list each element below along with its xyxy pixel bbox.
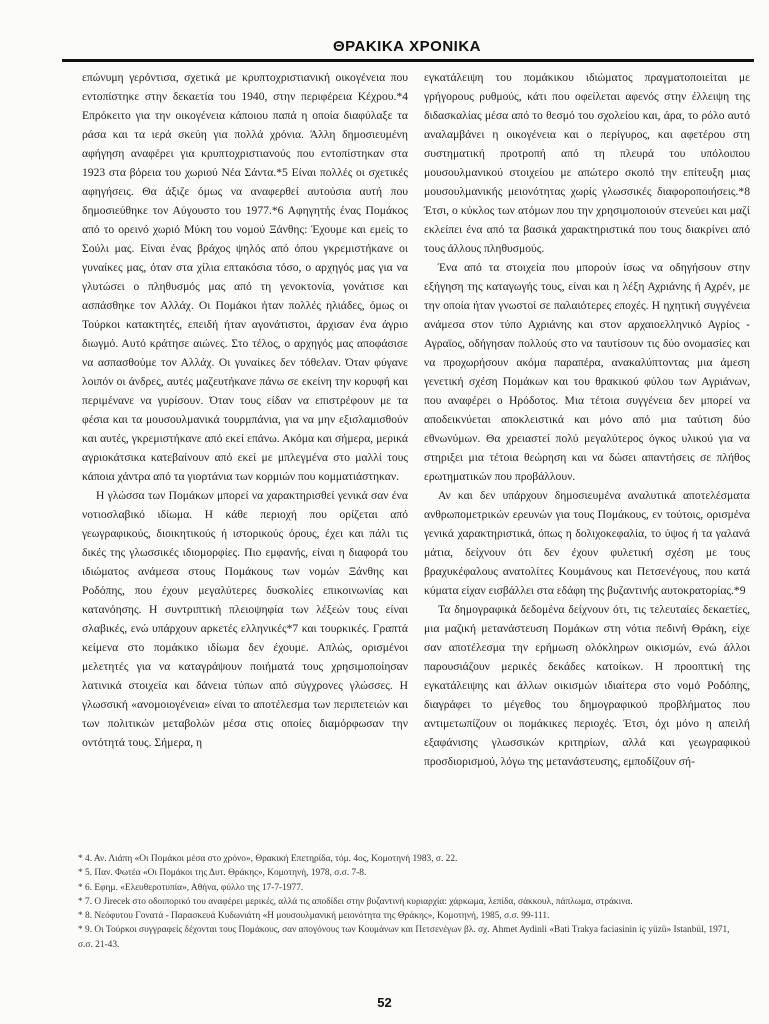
right-column bbox=[424, 68, 750, 771]
paragraph: Η γλώσσα των Πομάκων μπορεί να χαρακτηρισθεί γενικά σαν ένα νοτιοσλαβικό ιδίωμα. Η κάθε περιοχή που ορίζεται από γεωγραφικούς, διοικητικούς ή ιστορικούς όρους, έχει και πάλι τις δικές της γλωσσικές ιδιομορφίες. Πιο εμφανής, είναι η διαφορά του ιδιώματος ανάμεσα στους Πομάκους των νομών Ξάνθης και Ροδόπης, που έχουν μεγαλύτερες δυσκολίες επικοινωνίας και κατανόησης. Η συντριπτική πλειοψηφία των λέξεών τους είναι σλαβικές, ενώ υπάρχουν αρκετές ελληνικές*7 και τουρκικές. Γραπτά κείμενα στο πομάκικο ιδίωμα δεν έχουμε. Απλώς, ορισμένοι μελετητές για να καταγράψουν ποιήματά τους χρησιμοποίησαν λατινικά στοιχεία και δάνεια τύπων από σύγχρονες γλώσσες. Η γλωσσική «ανομοιογένεια» είναι το αποτέλεσμα των περιπετειών και των πολιτικών μεταβολών μέσα στις οποίες διαμόρφωσαν την οντότητά τους. Σήμερα, η bbox=[82, 489, 408, 749]
paragraph: Αν και δεν υπάρχουν δημοσιευμένα αναλυτικά αποτελέσματα ανθρωπομετρικών ερευνών για τους Πομάκους, εν τούτοις, ορισμένα γενικά χαρακτηριστικά, όπως η δολιχοκεφαλία, το ύψος ή τα γαλανά μάτια, δείχνουν ότι δεν έχουν φυλετική σχέση με τους βραχυκέφαλους ανατολίτες Κουμάνους και Πετσενέγους, που κατά κύματα είχαν εισβάλλει στα εδάφη της βυζαντινής αυτοκρατορίας.*9 bbox=[424, 489, 750, 597]
page-number: 52 bbox=[377, 995, 392, 1010]
footnote: * 9. Οι Τούρκοι συγγραφείς δέχονται τους Πομάκους, σαν απογόνους των Κουμάνων και Πετσενέγων βλ. σχ. Ahmet Aydinli «Bati Trakya faciasinin iç yüzü» Istanbül, 1971, σ.σ. 21-43. bbox=[78, 925, 730, 950]
header-rule bbox=[62, 59, 754, 62]
paragraph: Ένα από τα στοιχεία που μπορούν ίσως να οδηγήσουν στην εξήγηση της καταγωγής τους, είναι και η λέξη Αχριάνης ή Αχρέν, με την οποία ήταν γνωστοί σε παλαιότερες εποχές. Η ηχητική συγγένεια ανάμεσα στον τύπο Αχριάνης και στον αρχαιοελληνικό Αγρίος - Αγραϊος, οδήγησαν πολλούς στο να ταυτίσουν τις δύο ονομασίες και να προχωρήσουν ακόμα παραπέρα, ανακαλύπτοντας μια άμεση γενετική σχέση Πομάκων και του θρακικού φύλου των Αγριάνων, που αναφέρει ο Ηρόδοτος. Μια τέτοια συγγένεια δεν μπορεί να αποδεικνύεται αποκλειστικά και μόνο από μια ταύτιση δύο εθνωνύμων. Θα χρειαστεί πολύ μεγαλύτερος όγκος υλικού για να στηριξει μια τέτοια θεώρηση και να δώσει απαντήσεις σε πλήθος ερωτηματικών που προβάλλουν. bbox=[424, 261, 750, 483]
paragraph: εγκατάλειψη του πομάκικου ιδιώματος πραγματοποιείται με γρήγορους ρυθμούς, κάτι που οφείλεται αφενός στην έλλειψη της διδασκαλίας μέσα από το θεσμό του σχολείου και, άρα, το ρόλο αυτό αναλαμβάνει η οικογένεια και ο περίγυρος, και αφετέρου στη συστηματική προτροπή από τη πλευρά του υπόλοιπου μουσουλμανικού στοιχείου με απώτερο σκοπό την επίτευξη μιας μουσουλμανικής μειονότητας χωρίς γλωσσικές διαφοροποιήσεις.*8 Έτσι, ο κύκλος των ατόμων που την χρησιμοποιούν στενεύει και μαζί εκλείπει ένα από τα βασικά χαρακτηριστικά που τους διακρίνει από τους άλλους πληθυσμούς. bbox=[424, 71, 750, 255]
footnotes bbox=[78, 852, 738, 952]
footnote: * 8. Νεόφυτου Γονατά - Παρασκευά Κυδωνιάτη «Η μουσουλμανική μειονότητα της Θράκης», Κομοτηνή, 1985, σ.σ. 99-111. bbox=[78, 911, 550, 922]
running-header: ΘΡΑΚΙΚΑ ΧΡΟΝΙΚΑ bbox=[332, 38, 482, 55]
footnote: * 7. Ο Jirecek στο οδοιπορικό του αναφέρει μερικές, αλλά τις αποδίδει στην βυζαντινή κυριαρχία: χάρκωμα, λεπίδα, σάκκουλ, πάπλωμα, στράκινα. bbox=[78, 896, 633, 907]
paragraph: επώνυμη γερόντισα, σχετικά με κρυπτοχριστιανική οικογένεια που εντοπίστηκε στην δεκαετία του 1940, στην περιφέρεια Κέχρου.*4 Επρόκειτο για την οικογένεια κάποιου παπά η οποία διαφύλαξε τα ράσα και τα ιερά σκεύη για πολλά χρόνια. Άλλη δημοσιευμένη αφήγηση αναφέρει για κρυπτοχριστιανούς που εντοπίστηκαν στα 1923 στα βόρεια του χωριού Νέα Σάντα.*5 Είναι πολλές οι σχετικές αφηγήσεις. Θα άξιζε όμως να αναφερθεί αυτούσια αυτή που δημοσιεύθηκε τον Αύγουστο του 1977.*6 Αφηγητής ένας Πομάκος από το ορεινό χωριό Μύκη του νομού Ξάνθης: Έχουμε και εμείς το Σούλι μας. Είναι ένας βράχος ψηλός από όπου γκρεμιστήκανε οι γυναίκες μας, όταν στα χίλια επτακόσια τόσο, ο αρχηγός μας για να γλυτώσει ο πληθυσμός μας από τη γενοκτονία, γονάτισε και ασπάσθηκε τον Αλλάχ. Οι Πομάκοι ήταν πολλές ηλιάδες, όμως οι Τούρκοι κατακτητές, επειδή ήταν αγονάτιστοι, άρχισαν ένα άγριο διωγμό. Αυτό κράτησε αιώνες. Στο τέλος, ο αρχηγός μας αποφάσισε να ασπασθούμε τον Αλλάχ. Οι γυναίκες δεν τόθελαν. Όταν φύγανε λοιπόν οι άνδρες, αυτές μαζευτήκανε πάνω σε εκείνη την κορυφή και περιμένανε να γυρίσουν. Όταν τους είδαν να επιστρέφουν με τα φέσια και τα μουσουλμανικά τουρμπάνια, για να μην εξισλαμισθούν και αυτές, γκρεμιστήκανε από εκεί επάνω. Ακόμα και σήμερα, μερικά αγριοκάτσικα κατεβαίνουν από εκεί με μπλεγμένα στο μαλλί τους κάποια χάντρα από τα γιορτάνια των κορμιών που κομματιάστηκαν. bbox=[82, 71, 408, 483]
paragraph: Τα δημογραφικά δεδομένα δείχνουν ότι, τις τελευταίες δεκαετίες, μια μαζική μετανάστευση Πομάκων στη νότια πεδινή Θράκη, είχε σαν αποτέλεσμα την ερήμωση ολόκληρων οικισμών, ενώ άλλοι παρουσιάζουν μερικές δεκάδες κατοίκων. Η προοπτική της εγκατάλειψης και άλλων οικισμών ιδιαίτερα στο νομό Ροδόπης, διαγράφει το μέγεθος του δημογραφικού προβλήματος που αντιμετωπίζουν οι πομάκικες περιοχές. Έτσι, όχι μόνο η απειλή εξαφάνισης γλωσσικών κριτηρίων, αλλά και γεωγραφικού προσδιορισμού, λόγω της μετανάστευσης, εμποδίζουν σή- bbox=[424, 603, 750, 768]
footnote: * 6. Εφημ. «Ελευθεροτυπία», Αθήνα, φύλλο της 17-7-1977. bbox=[78, 882, 304, 893]
left-column bbox=[82, 68, 408, 752]
footnote: * 5. Παν. Φωτέα «Οι Πομάκοι της Δυτ. Θράκης», Κομοτηνή, 1978, σ.σ. 7-8. bbox=[78, 868, 367, 879]
footnote: * 4. Αν. Λιάπη «Οι Πομάκοι μέσα στο χρόνο», Θρακική Επετηρίδα, τόμ. 4ος, Κομοτηνή 1983, σ. 22. bbox=[78, 854, 458, 864]
